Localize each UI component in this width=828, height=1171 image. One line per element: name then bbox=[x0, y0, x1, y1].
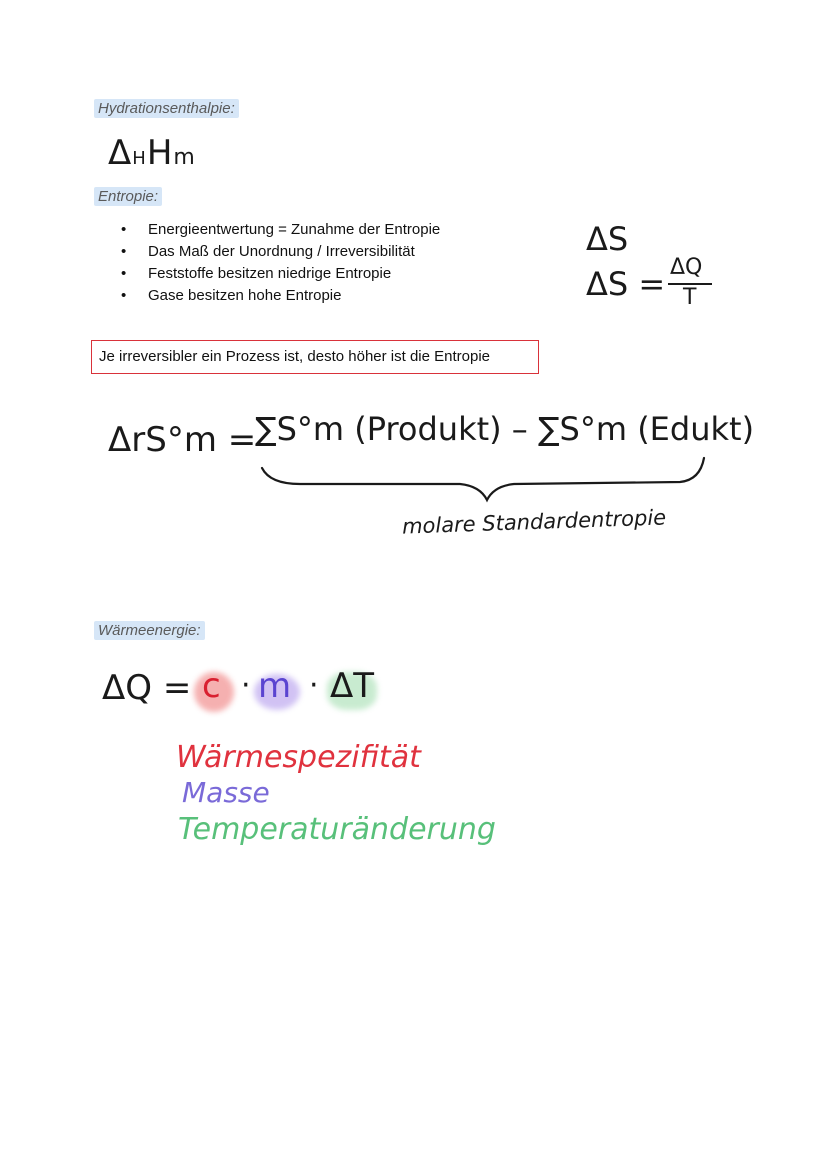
symbol-h: H bbox=[146, 133, 174, 173]
irreversibility-note: Je irreversibler ein Prozess ist, desto höher ist die Entropie bbox=[91, 340, 539, 374]
heat-formula-m: m bbox=[258, 666, 292, 706]
subscript-h: H bbox=[132, 148, 147, 169]
subscript-m: m bbox=[173, 145, 196, 170]
heading-waermeenergie: Wärmeenergie: bbox=[94, 621, 205, 640]
heat-formula-c: c bbox=[202, 666, 221, 706]
brace-label: molare Standardentropie bbox=[401, 505, 667, 539]
delta-symbol: Δ bbox=[108, 133, 133, 173]
list-item: • Feststoffe besitzen niedrige Entropie bbox=[121, 263, 440, 285]
entropy-formula-numerator: ΔQ bbox=[670, 255, 703, 280]
list-item: • Gase besitzen hohe Entropie bbox=[121, 285, 440, 307]
heading-hydrationsenthalpie: Hydrationsenthalpie: bbox=[94, 99, 239, 118]
entropy-formula-lhs: ΔS = bbox=[586, 265, 666, 303]
legend-c: Wärmespezifität bbox=[176, 740, 421, 775]
reaction-entropy-rhs: ∑S°m (Produkt) – ∑S°m (Edukt) bbox=[255, 410, 755, 448]
list-item: • Energieentwertung = Zunahme der Entropie bbox=[121, 219, 440, 241]
reaction-entropy-lhs: ΔrS°m = bbox=[108, 420, 257, 460]
heat-formula-dt: ΔT bbox=[330, 666, 375, 706]
multiply-dot-1: · bbox=[241, 668, 251, 703]
legend-dt: Temperaturänderung bbox=[178, 812, 496, 847]
heading-entropie: Entropie: bbox=[94, 187, 162, 206]
entropy-formula-denominator: T bbox=[683, 285, 697, 310]
entropy-symbol: ΔS bbox=[586, 220, 629, 258]
heat-formula-lhs: ΔQ = bbox=[102, 668, 192, 708]
list-item: • Das Maß der Unordnung / Irreversibilität bbox=[121, 241, 440, 263]
legend-m: Masse bbox=[182, 776, 270, 809]
multiply-dot-2: · bbox=[309, 668, 319, 703]
